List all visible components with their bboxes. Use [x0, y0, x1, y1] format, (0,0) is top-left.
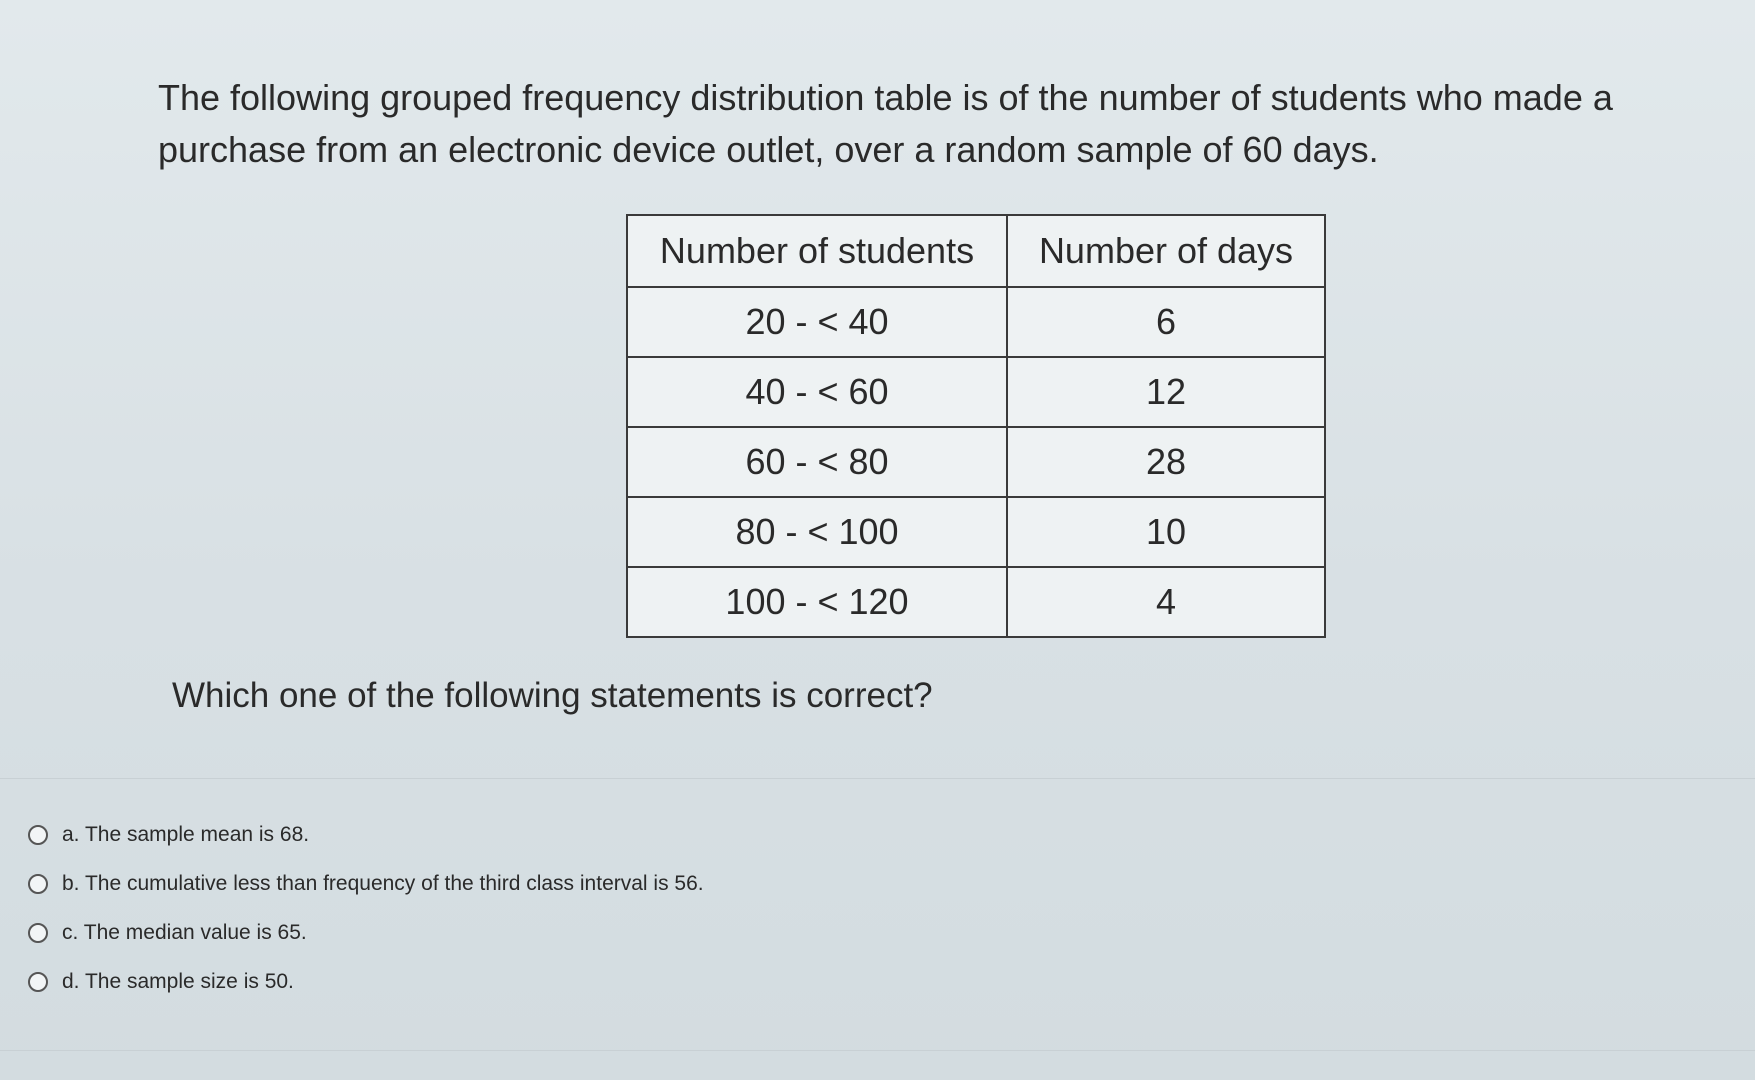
option-a-label: a. The sample mean is 68.: [62, 822, 310, 846]
answer-options: [28, 810, 704, 1006]
radio-button-c[interactable]: [28, 923, 48, 943]
frequency-cell: 28: [1007, 427, 1325, 497]
frequency-cell: 10: [1007, 497, 1325, 567]
option-a[interactable]: [28, 810, 704, 859]
option-d-label: d. The sample size is 50.: [62, 969, 294, 993]
class-interval-cell: 80 - < 100: [627, 497, 1007, 567]
radio-button-a[interactable]: [28, 825, 48, 845]
table-row: [627, 567, 1325, 637]
class-interval-cell: 60 - < 80: [627, 427, 1007, 497]
header-number-of-days: Number of days: [1007, 215, 1325, 287]
table-row: [627, 357, 1325, 427]
header-number-of-students: Number of students: [627, 215, 1007, 287]
frequency-cell: 12: [1007, 357, 1325, 427]
table-row: [627, 287, 1325, 357]
option-b[interactable]: [28, 859, 704, 908]
option-b-label: b. The cumulative less than frequency of the third class interval is 56.: [62, 871, 704, 895]
question-text: The following grouped frequency distribution table is of the number of students who made a purchase from an electronic device outlet, over a random sample of 60 days.: [158, 77, 1613, 170]
radio-button-d[interactable]: [28, 972, 48, 992]
class-interval-cell: 20 - < 40: [627, 287, 1007, 357]
class-interval-cell: 40 - < 60: [627, 357, 1007, 427]
frequency-table-container: [626, 214, 1326, 638]
divider: [0, 778, 1755, 779]
table-row: [627, 497, 1325, 567]
option-c[interactable]: [28, 908, 704, 957]
radio-button-b[interactable]: [28, 874, 48, 894]
option-c-label: c. The median value is 65.: [62, 920, 307, 944]
frequency-table: [626, 214, 1326, 638]
prompt-text: Which one of the following statements is correct?: [172, 676, 933, 715]
table-row: [627, 427, 1325, 497]
divider: [0, 1050, 1755, 1051]
frequency-cell: 4: [1007, 567, 1325, 637]
frequency-cell: 6: [1007, 287, 1325, 357]
option-d[interactable]: [28, 957, 704, 1006]
table-header-row: [627, 215, 1325, 287]
class-interval-cell: 100 - < 120: [627, 567, 1007, 637]
